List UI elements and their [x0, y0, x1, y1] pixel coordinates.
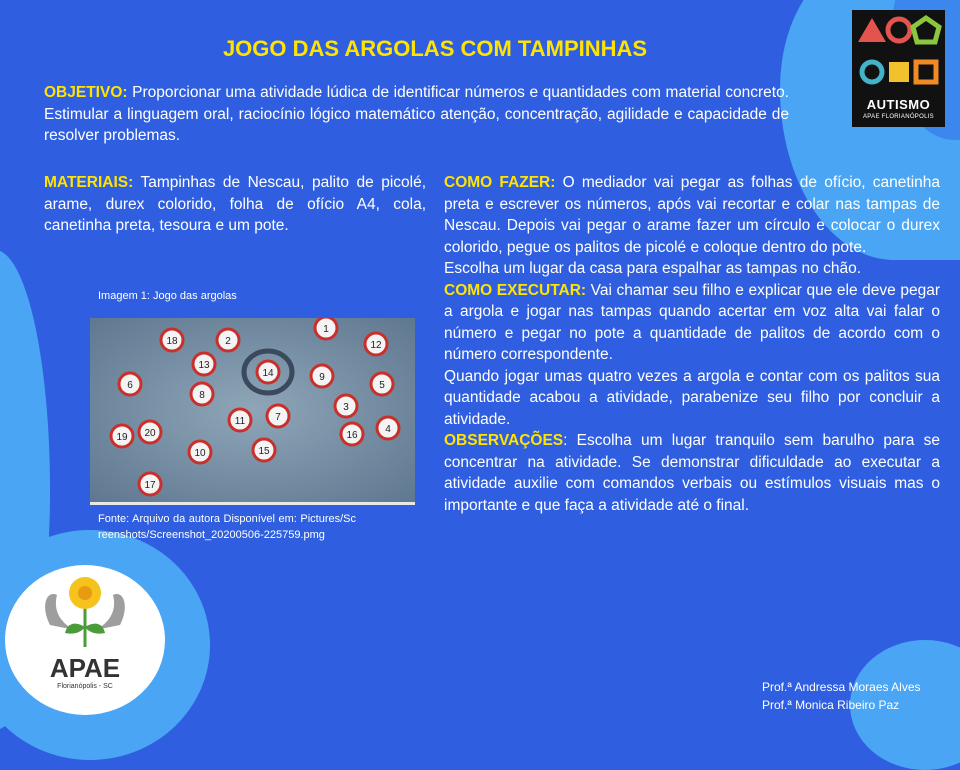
- materiais-label: MATERIAIS:: [44, 174, 134, 191]
- bottle-cap: [365, 333, 387, 355]
- bottle-cap-number: 12: [370, 340, 382, 351]
- image-caption: Imagem 1: Jogo das argolas: [98, 290, 237, 302]
- bottle-cap: [139, 473, 161, 495]
- objetivo-paragraph: [44, 82, 789, 147]
- materiais-text: Tampinhas de Nescau, palito de picolé, arame, durex colorido, folha de ofício A4, cola, canetinha preta, tesoura e um pote.: [44, 174, 426, 234]
- bottle-cap-number: 14: [262, 368, 274, 379]
- credit-line: Prof.ª Monica Ribeiro Paz: [762, 698, 900, 712]
- autismo-logo-title: AUTISMO: [866, 97, 931, 112]
- bottle-cap-number: 10: [194, 448, 206, 459]
- como-fazer-paragraph: [444, 172, 940, 258]
- bottle-cap-number: 4: [385, 424, 391, 435]
- bottle-cap: [191, 383, 213, 405]
- apae-logo-title: APAE: [49, 653, 121, 683]
- como-executar-text: Vai chamar seu filho e explicar que ele deve pegar a argola e jogar nas tampas quando acertar em voz alta vai falar o número e pegar no pote a quantidade de palitos de acordo com o número correspondente.: [444, 281, 940, 363]
- como-fazer-extra: Escolha um lugar da casa para espalhar as tampas no chão.: [444, 260, 862, 277]
- bottle-cap-number: 9: [319, 372, 325, 383]
- bottle-cap-number: 2: [225, 336, 231, 347]
- bottle-cap-number: 17: [144, 480, 156, 491]
- bottle-cap-number: 8: [199, 390, 205, 401]
- bottle-cap-number: 16: [346, 430, 358, 441]
- bottle-cap: [189, 441, 211, 463]
- apae-logo-subtitle: Florianópolis - SC: [57, 683, 113, 690]
- sunflower-icon: [69, 577, 101, 609]
- observacoes-label: OBSERVAÇÕES: [444, 432, 564, 449]
- bottle-cap-number: 19: [116, 432, 128, 443]
- bottle-cap: [253, 439, 275, 461]
- bottle-cap: [335, 395, 357, 417]
- leaf-icon: [65, 624, 85, 634]
- ring-toss-photo: [90, 318, 415, 505]
- page-title: JOGO DAS ARGOLAS COM TAMPINHAS: [222, 36, 648, 61]
- bottle-cap: [119, 373, 141, 395]
- objetivo-text: Proporcionar uma atividade lúdica de identificar números e quantidades com material concreto. Estimular a linguagem oral, raciocínio lógico matemático atenção, concentração, agilidade e capacidade de resolver problemas.: [44, 84, 789, 144]
- bottle-cap-number: 5: [379, 380, 385, 391]
- bottle-cap: [267, 405, 289, 427]
- bottle-cap: [111, 425, 133, 447]
- bottle-cap: [193, 353, 215, 375]
- objetivo-label: OBJETIVO:: [44, 84, 128, 101]
- autismo-logo: [852, 10, 945, 127]
- credits: [762, 678, 921, 714]
- bottle-cap: [341, 423, 363, 445]
- como-fazer-label: COMO FAZER:: [444, 174, 556, 191]
- pentagon-shape-icon: [913, 18, 939, 42]
- bottle-cap-number: 11: [234, 416, 246, 427]
- bottle-cap: [139, 421, 161, 443]
- bottle-cap-number: 3: [343, 402, 349, 413]
- instructions-column: [444, 172, 940, 516]
- bottle-cap-number: 1: [323, 324, 329, 335]
- bottle-cap: [161, 329, 183, 351]
- image-source: Fonte: Arquivo da autora Disponível em: Pictures/Screenshots/Screenshot_20200506-225759.pmg: [98, 513, 356, 541]
- bottle-cap-number: 6: [127, 380, 133, 391]
- square-outline-icon: [916, 62, 936, 82]
- bottle-cap: [371, 373, 393, 395]
- bottle-cap-number: 18: [166, 336, 178, 347]
- observacoes-text: : Escolha um lugar tranquilo sem barulho para se concentrar na atividade. Se demonstrar dificuldade ao executar a atividade auxilie com comandos verbais ou estímulos visuais mas o importante e que faça a atividade até o final.: [444, 432, 940, 514]
- bottle-cap: [315, 318, 337, 339]
- bottle-cap-number: 13: [198, 360, 210, 371]
- bottle-cap: [377, 417, 399, 439]
- como-fazer-text: O mediador vai pegar as folhas de ofício, canetinha preta e escrever os números, após vai recortar e colar nas tampas de Nescau. Depois vai pegar o arame fazer um círculo e colocar o durex colorido, pegue os palitos de picolé e coloque dentro do pote.: [444, 174, 940, 256]
- bottle-cap: [217, 329, 239, 351]
- como-executar-label: COMO EXECUTAR:: [444, 281, 587, 299]
- bottle-cap: [229, 409, 251, 431]
- bottle-cap-number: 15: [258, 446, 270, 457]
- circle-shape-icon: [888, 19, 910, 41]
- apae-logo: [5, 565, 165, 715]
- bottle-cap-number: 20: [144, 428, 156, 439]
- bottle-cap: [311, 365, 333, 387]
- bottle-cap: [257, 361, 279, 383]
- bottle-cap-number: 7: [275, 412, 281, 423]
- como-executar-paragraph: [444, 280, 940, 366]
- como-executar-extra: Quando jogar umas quatro vezes a argola e contar com os palitos sua quantidade acabou a atividade, parabenize seu filho por concluir a atividade.: [444, 367, 940, 428]
- autismo-logo-subtitle: APAE FLORIANÓPOLIS: [863, 114, 934, 120]
- square-shape-icon: [889, 62, 909, 82]
- observacoes-paragraph: [444, 430, 940, 516]
- ring-shape-icon: [862, 62, 882, 82]
- credit-line: Prof.ª Andressa Moraes Alves: [762, 680, 921, 694]
- materiais-paragraph: [44, 172, 426, 237]
